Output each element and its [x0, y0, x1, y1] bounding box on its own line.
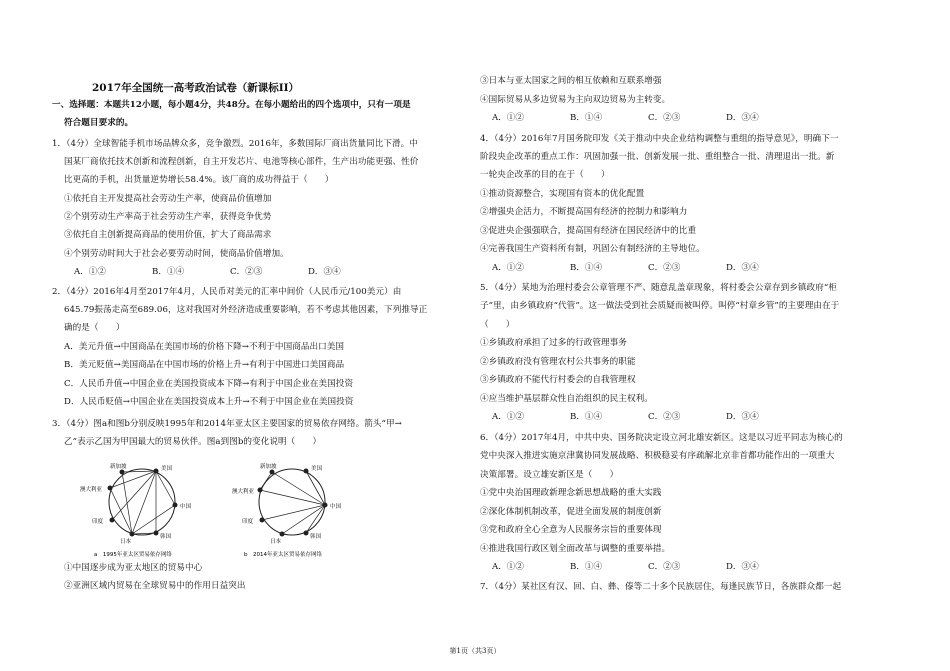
q1-choice: ④个别劳动时间大于社会必要劳动时间，使商品价值增加。	[64, 249, 289, 259]
q6-line: 6．（4分）2017年4月，中共中央、国务院决定设立河北雄安新区。这是以习近平同志为核心的	[480, 433, 843, 443]
q5-choice: ②乡镇政府没有管理农村公共事务的职能	[480, 357, 636, 367]
q5-choice: ③乡镇政府不能代行村委会的自我管理权	[480, 375, 636, 385]
q4-options	[492, 263, 804, 274]
node-label: 澳大利亚	[80, 487, 103, 493]
q1-options	[74, 267, 386, 278]
option-c[interactable]: C．②③	[230, 267, 263, 277]
q6-choice: ①党中央治国理政新理念新思想战略的重大实践	[480, 488, 662, 498]
node-label: 美国	[311, 466, 323, 472]
q2-line: 645.79振荡走高至689.06，这对我国对外经济造成重要影响，若不考虑其他因素，下列推导正	[64, 305, 428, 315]
q5-options	[492, 412, 804, 423]
q4-line: 一轮央企改革的目的在于（ ）	[480, 170, 610, 180]
option-d[interactable]: D．③④	[726, 113, 759, 123]
node-label: 印度	[242, 519, 254, 525]
q1-choice: ③依托自主创新提高商品的使用价值，扩大了商品需求	[64, 230, 272, 240]
q5-line: 子”里，由乡镇政府“代管”。这一做法受到社会质疑而被叫停。叫停“村章乡管”的主要理由在于	[480, 301, 840, 311]
figure-a	[80, 462, 192, 558]
figure-b-caption: b 2014年亚太区贸易依存网络	[244, 552, 322, 558]
q1-line: 1．（4分）全球智能手机市场品牌众多，竞争激烈。2016年，多数国际厂商出货量同比下滑。中	[52, 139, 418, 149]
option-a[interactable]: A．①②	[74, 267, 106, 277]
q7-line: 7．（4分）某社区有汉、回、白、彝、傣等二十多个民族居住，每逢民族节日，各族群众都一起	[480, 582, 842, 592]
q5-choice: ①乡镇政府承担了过多的行政管理事务	[480, 338, 627, 348]
option-c[interactable]: C．②③	[648, 412, 681, 422]
q4-choice: ②增强央企活力，不断提高国有经济的控制力和影响力	[480, 207, 688, 217]
figure-b	[232, 462, 342, 558]
q3-line: 乙”表示乙国为甲国最大的贸易伙伴。图a到图b的变化说明（ ）	[64, 437, 322, 447]
option-b[interactable]: B．①④	[570, 562, 603, 572]
q2-option: C．人民币升值→中国企业在美国投资成本下降→有利于中国企业在美国投资	[64, 379, 354, 389]
option-d[interactable]: D．③④	[726, 263, 759, 273]
q1-line: 比更高的手机，出货量逆势增长58.4%。该厂商的成功得益于（ ）	[64, 175, 334, 185]
q6-choice: ④推进我国行政区划全面改革与调整的重要举措。	[480, 544, 671, 554]
q2-option: A．美元升值→中国商品在美国市场的价格下降→不利于中国商品出口美国	[64, 342, 345, 352]
option-a[interactable]: A．①②	[492, 263, 524, 273]
node-label: 日本	[120, 539, 132, 545]
option-a[interactable]: A．①②	[492, 562, 524, 572]
option-b[interactable]: B．①④	[152, 267, 185, 277]
node-label: 澳大利亚	[232, 489, 255, 495]
node-label: 中国	[180, 504, 192, 510]
option-a[interactable]: A．①②	[492, 113, 524, 123]
q3-choice: ②亚洲区域内贸易在全球贸易中的作用日益突出	[64, 581, 246, 591]
option-c[interactable]: C．②③	[648, 562, 681, 572]
option-d[interactable]: D．③④	[308, 267, 341, 277]
option-b[interactable]: B．①④	[570, 113, 603, 123]
option-c[interactable]: C．②③	[648, 113, 681, 123]
section-heading-cont: 符合题目要求的。	[64, 118, 134, 128]
q3-line: 3．（4分）图a和图b分别反映1995年和2014年亚太区主要国家的贸易依存网络。箭头“甲→	[52, 419, 402, 429]
q6-options	[492, 562, 804, 573]
q4-choice: ①推动资源整合，实现国有资本的优化配置	[480, 189, 645, 199]
q5-line: （ ）	[480, 320, 515, 330]
node-label: 美国	[161, 466, 173, 472]
q2-option: B．美元贬值→美国商品在中国市场的价格上升→有利于中国进口美国商品	[64, 360, 345, 370]
q3-options	[492, 113, 804, 124]
q6-line: 党中央深入推进实施京津冀协同发展战略、积极稳妥有序疏解北京非首都功能作出的一项重大	[480, 451, 835, 461]
q1-choice: ②个别劳动生产率高于社会劳动生产率，获得竞争优势	[64, 212, 272, 222]
q5-choice: ④应当维护基层群众性自治组织的民主权利。	[480, 394, 653, 404]
page-title: 2017年全国统一高考政治试卷（新课标II）	[92, 82, 300, 94]
q3-choice: ①中国逐步成为亚太地区的贸易中心	[64, 563, 203, 573]
q6-line: 决策部署。设立雄安新区是（ ）	[480, 470, 619, 480]
node-label: 韩国	[160, 534, 172, 540]
node-label: 印度	[92, 519, 104, 525]
q4-choice: ③促进央企强强联合，提高国有经济在国民经济中的比重	[480, 226, 697, 236]
node-label: 韩国	[310, 534, 322, 540]
q2-line: 确的是（ ）	[64, 323, 125, 333]
node-label: 日本	[270, 539, 282, 545]
q6-choice: ②深化体制机制改革，促进全面发展的制度创新	[480, 507, 662, 517]
node-label: 新加坡	[260, 464, 277, 470]
node-label: 中国	[330, 504, 342, 510]
q3-choice: ④国际贸易从多边贸易为主向双边贸易为主转变。	[480, 95, 671, 105]
option-d[interactable]: D．③④	[726, 412, 759, 422]
q1-line: 国某厂商依托技术创新和流程创新，自主开发芯片、电池等核心部件，生产出功能更强、性价	[64, 157, 419, 167]
option-c[interactable]: C．②③	[648, 263, 681, 273]
q2-option: D．人民币贬值→中国企业在美国投资成本上升→不利于中国企业在美国投资	[64, 397, 354, 407]
q3-choice: ③日本与亚太国家之间的相互依赖和互联系增强	[480, 76, 662, 86]
q1-choice: ①依托自主开发提高社会劳动生产率，使商品价值增加	[64, 194, 272, 204]
option-b[interactable]: B．①④	[570, 412, 603, 422]
trade-network-figures	[72, 460, 382, 558]
q4-line: 4．（4分）2016年7月国务院印发《关于推动中央企业结构调整与重组的指导意见》，明确下一	[480, 134, 839, 144]
q2-line: 2．（4分）2016年4月至2017年4月，人民币对美元的汇率中间价（人民币元/100美元）由	[52, 287, 402, 297]
option-a[interactable]: A．①②	[492, 412, 524, 422]
page-footer: 第1页（共3页）	[449, 647, 501, 655]
option-d[interactable]: D．③④	[726, 562, 759, 572]
section-heading: 一、选择题：本题共12小题，每小题4分，共48分。在每小题给出的四个选项中，只有一项是	[52, 100, 411, 110]
figure-a-caption: a 1995年亚太区贸易依存网络	[94, 552, 172, 558]
q6-choice: ③党和政府全心全意为人民服务宗旨的重要体现	[480, 525, 662, 535]
node-label: 新加坡	[110, 464, 127, 470]
q4-line: 阶段央企改革的重点工作：巩固加强一批、创新发展一批、重组整合一批、清理退出一批。新	[480, 152, 835, 162]
q4-choice: ④完善我国生产资料所有制，巩固公有制经济的主导地位。	[480, 244, 705, 254]
q5-line: 5．（4分）某地为治理村委会公章管理不严、随意乱盖章现象，将村委会公章存到乡镇政府“柜	[480, 283, 837, 293]
option-b[interactable]: B．①④	[570, 263, 603, 273]
